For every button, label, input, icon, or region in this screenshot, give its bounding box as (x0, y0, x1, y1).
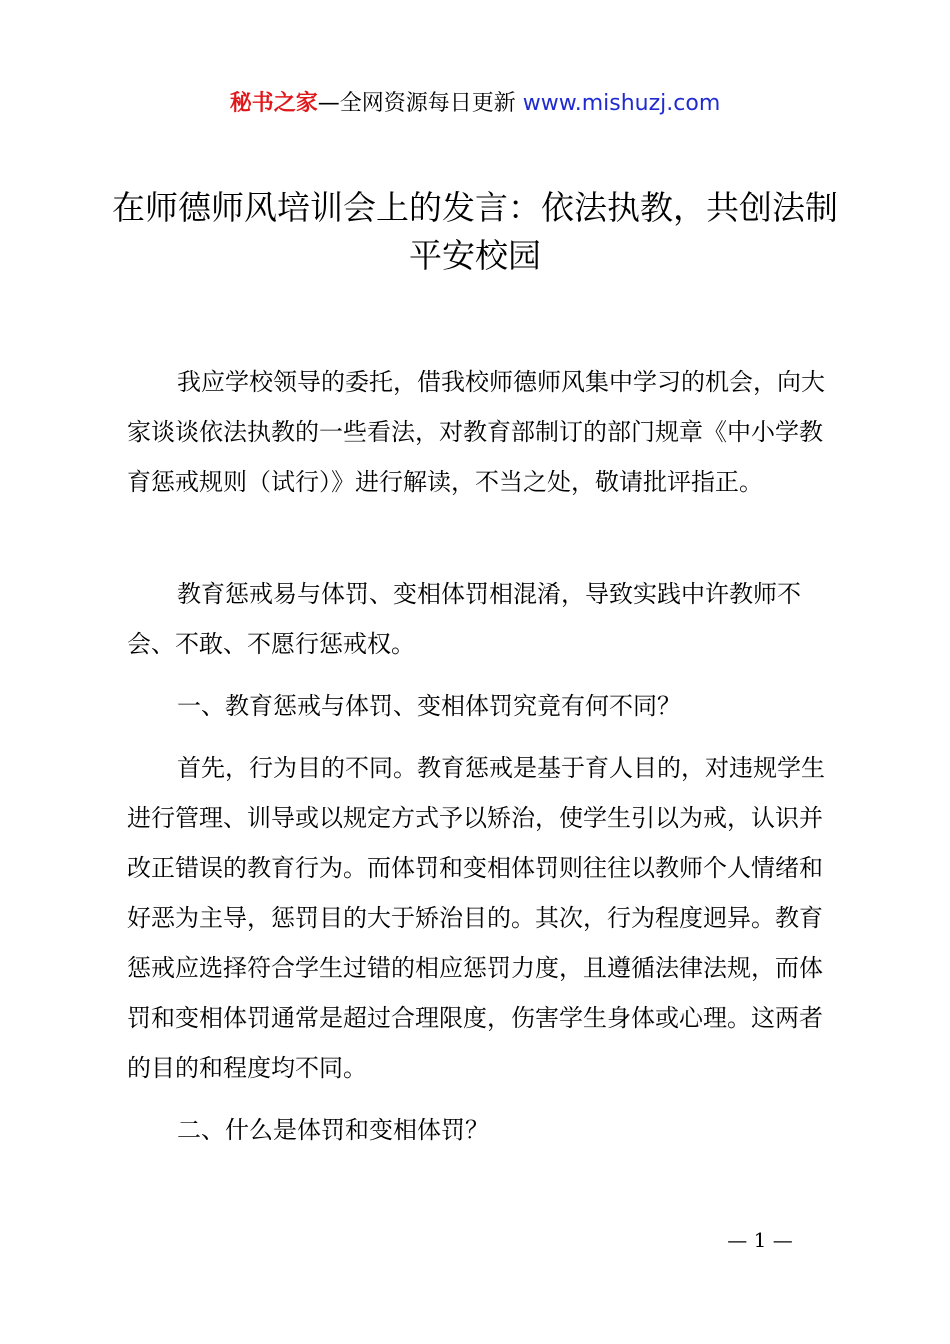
page-header (0, 88, 950, 120)
page-number: — 1 — (727, 1228, 793, 1252)
header-slogan: —全网资源每日更新 (317, 91, 523, 116)
document-title: 在师德师风培训会上的发言：依法执教，共创法制平安校园 (112, 188, 838, 275)
paragraph-confusion: 教育惩戒易与体罚、变相体罚相混淆，导致实践中许教师不会、不敢、不愿行惩戒权。 (127, 580, 801, 658)
header-url[interactable]: www.mishuzj.com (522, 91, 721, 116)
section-heading-1: 一、教育惩戒与体罚、变相体罚究竟有何不同？ (177, 692, 681, 720)
paragraph-differences: 首先，行为目的不同。教育惩戒是基于育人目的，对违规学生进行管理、训导或以规定方式予以矫治，使学生引以为戒，认识并改正错误的教育行为。而体罚和变相体罚则往往以教师个人情绪和好恶为主导，惩罚目的大于矫治目的。其次，行为程度迥异。教育惩戒应选择符合学生过错的相应惩罚力度，且遵循法律法规，而体罚和变相体罚通常是超过合理限度，伤害学生身体或心理。这两者的目的和程度均不同。 (127, 754, 825, 1082)
brand-name: 秘书之家 (229, 91, 318, 116)
section-heading-2: 二、什么是体罚和变相体罚？ (177, 1116, 489, 1144)
paragraph-intro: 我应学校领导的委托，借我校师德师风集中学习的机会，向大家谈谈依法执教的一些看法，对教育部制订的部门规章《中小学教育惩戒规则（试行）》进行解读，不当之处，敬请批评指正。 (127, 368, 825, 496)
